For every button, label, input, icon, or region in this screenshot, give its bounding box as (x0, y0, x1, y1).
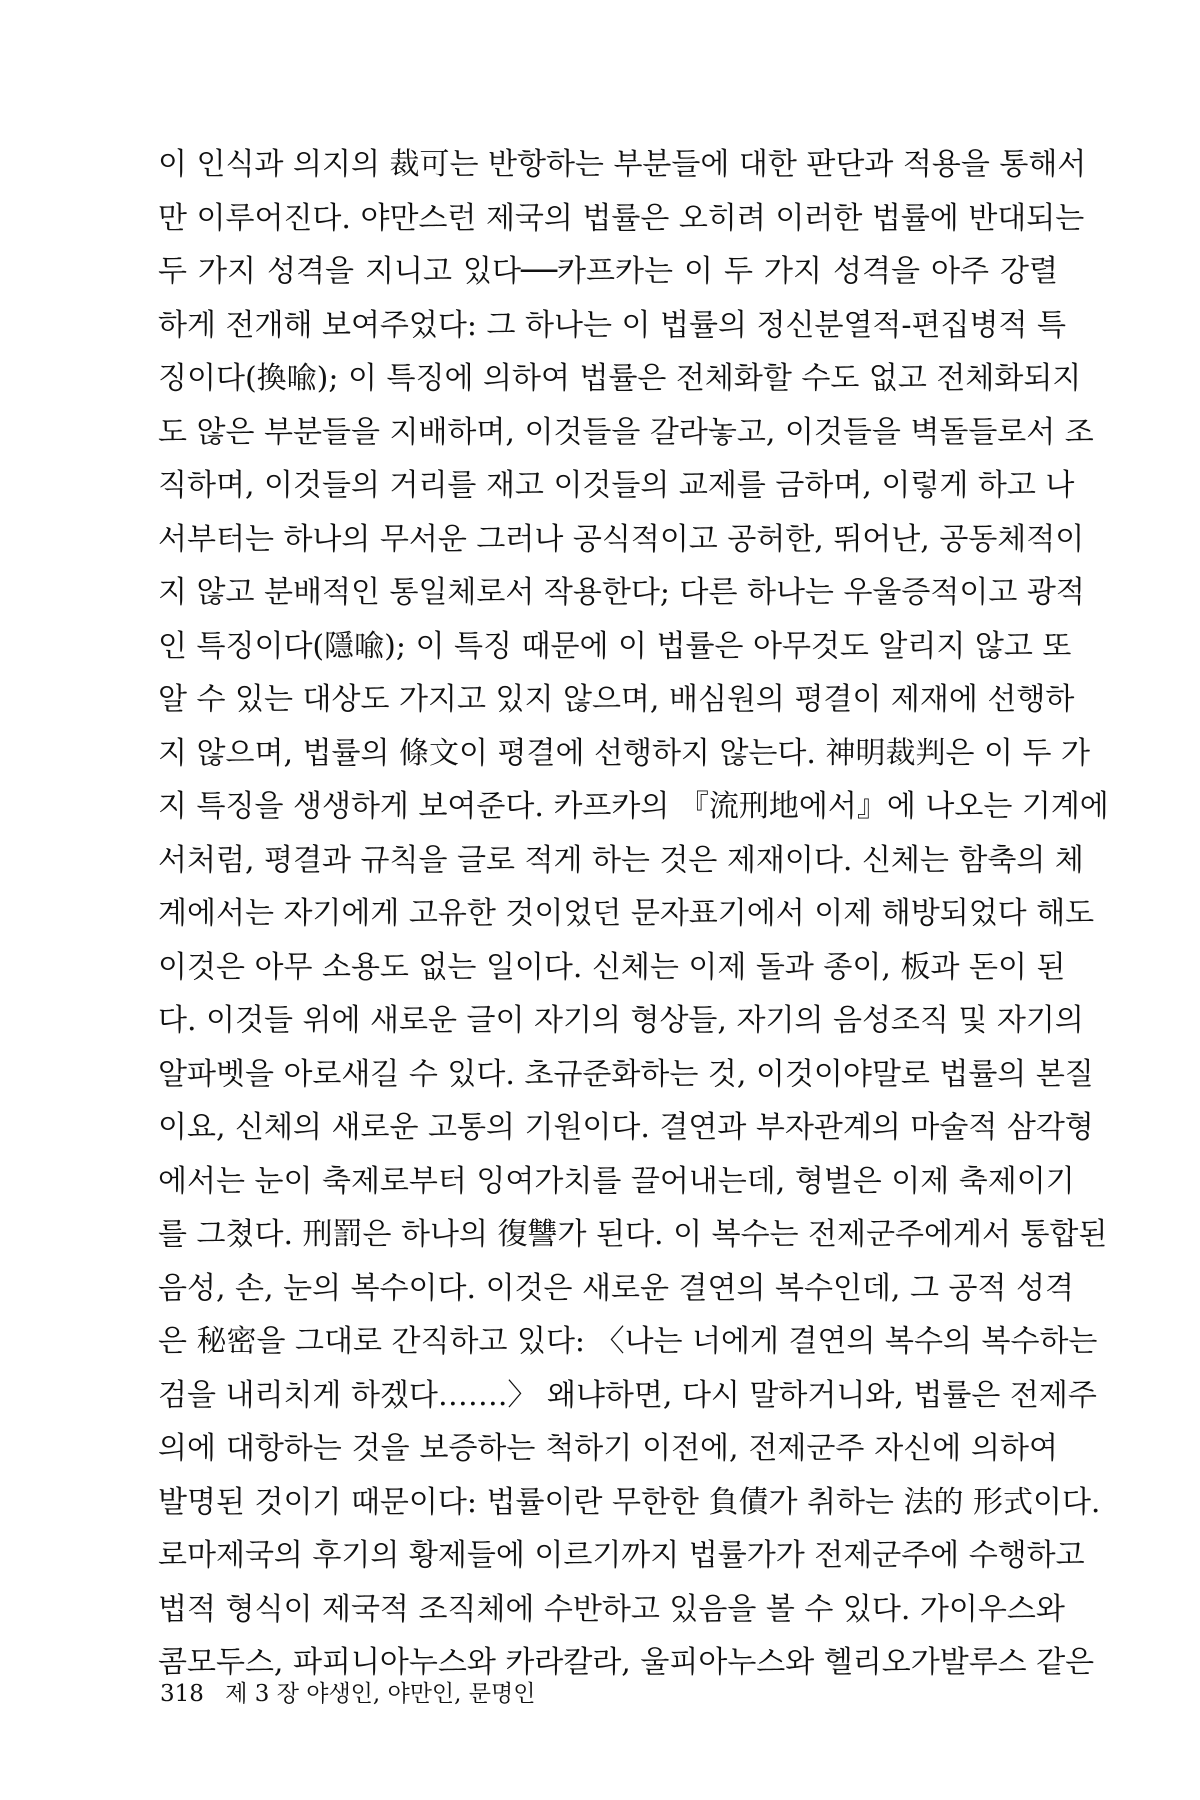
text-line: 로마제국의 후기의 황제들에 이르기까지 법률가가 전제군주에 수행하고 (158, 1538, 1085, 1573)
text-line: 서부터는 하나의 무서운 그러나 공식적이고 공허한, 뛰어난, 공동체적이 (158, 521, 1085, 557)
text-line: 만 이루어진다. 야만스런 제국의 법률은 오히려 이러한 법률에 반대되는 (158, 200, 1085, 236)
text-line: 서처럼, 평결과 규칙을 글로 적게 하는 것은 제재이다. 신체는 함축의 체 (158, 842, 1084, 878)
page-number: 318 (160, 1681, 204, 1707)
text-line: 은 秘密을 그대로 간직하고 있다: 〈나는 너에게 결연의 복수의 복수하는 (158, 1324, 1098, 1359)
chapter-title: 제 3 장 야생인, 야만인, 문명인 (225, 1681, 536, 1707)
text-line: 법적 형식이 제국적 조직체에 수반하고 있음을 볼 수 있다. 가이우스와 (158, 1591, 1065, 1627)
text-line: 의에 대항하는 것을 보증하는 척하기 이전에, 전제군주 자신에 의하여 (158, 1431, 1058, 1466)
text-line: 이요, 신체의 새로운 고통의 기원이다. 결연과 부자관계의 마술적 삼각형 (158, 1110, 1094, 1145)
text-line: 징이다(換喩); 이 특징에 의하여 법률은 전체화할 수도 없고 전체화되지 (158, 361, 1082, 396)
page-footer (160, 1675, 535, 1708)
text-line: 두 가지 성격을 지니고 있다──카프카는 이 두 가지 성격을 아주 강렬 (158, 254, 1058, 289)
text-line: 다. 이것들 위에 새로운 글이 자기의 형상들, 자기의 음성조직 및 자기의 (158, 1003, 1084, 1038)
text-line: 알 수 있는 대상도 가지고 있지 않으며, 배심원의 평결이 제재에 선행하 (158, 682, 1075, 717)
text-line: 도 않은 부분들을 지배하며, 이것들을 갈라놓고, 이것들을 벽돌들로서 조 (158, 414, 1094, 450)
text-line: 알파벳을 아로새길 수 있다. 초규준화하는 것, 이것이야말로 법률의 본질 (158, 1056, 1094, 1092)
text-line: 검을 내리치게 하겠다…….〉 왜냐하면, 다시 말하거니와, 법률은 전제주 (158, 1377, 1097, 1413)
text-line: 이 인식과 의지의 裁可는 반항하는 부분들에 대한 판단과 적용을 통해서 (158, 147, 1087, 182)
text-line: 지 특징을 생생하게 보여준다. 카프카의 『流刑地에서』에 나오는 기계에 (158, 789, 1109, 824)
text-line: 지 않으며, 법률의 條文이 평결에 선행하지 않는다. 神明裁判은 이 두 가 (158, 735, 1090, 771)
body-text (158, 138, 1109, 1690)
text-line: 인 특징이다(隱喩); 이 특징 때문에 이 법률은 아무것도 알리지 않고 또 (158, 628, 1072, 664)
text-line: 계에서는 자기에게 고유한 것이었던 문자표기에서 이제 해방되었다 해도 (158, 896, 1095, 931)
text-line: 이것은 아무 소용도 없는 일이다. 신체는 이제 돌과 종이, 板과 돈이 된 (158, 949, 1066, 985)
text-line: 직하며, 이것들의 거리를 재고 이것들의 교제를 금하며, 이렇게 하고 나 (158, 468, 1075, 503)
text-line: 하게 전개해 보여주었다: 그 하나는 이 법률의 정신분열적-편집병적 특 (158, 307, 1066, 343)
text-line: 를 그쳤다. 刑罰은 하나의 復讐가 된다. 이 복수는 전제군주에게서 통합된 (158, 1217, 1108, 1252)
text-line: 에서는 눈이 축제로부터 잉여가치를 끌어내는데, 형벌은 이제 축제이기 (158, 1163, 1075, 1199)
text-line: 발명된 것이기 때문이다: 법률이란 무한한 負債가 취하는 法的 形式이다. (158, 1484, 1101, 1520)
text-line: 지 않고 분배적인 통일체로서 작용한다; 다른 하나는 우울증적이고 광적 (158, 575, 1085, 610)
text-line: 콤모두스, 파피니아누스와 카라칼라, 울피아누스와 헬리오가발루스 같은 (158, 1645, 1095, 1680)
text-line: 음성, 손, 눈의 복수이다. 이것은 새로운 결연의 복수인데, 그 공적 성격 (158, 1270, 1074, 1306)
